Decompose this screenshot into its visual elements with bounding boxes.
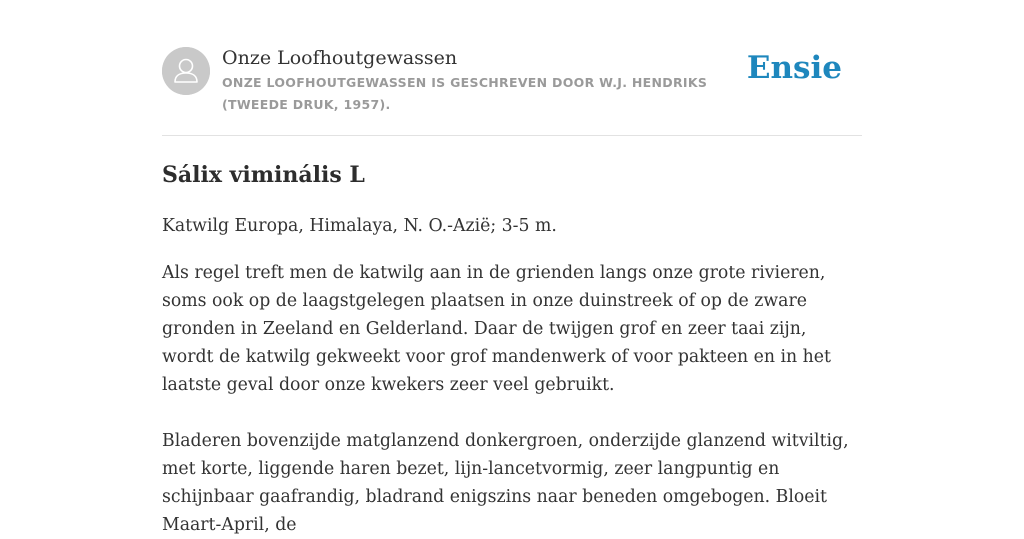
book-subtitle: ONZE LOOFHOUTGEWASSEN IS GESCHREVEN DOOR W.J. HENDRIKS (TWEEDE DRUK, 1957). — [222, 75, 708, 112]
entry-paragraph: Als regel treft men de katwilg aan in de grienden langs onze grote rivieren, soms ook op de laagstgelegen plaatsen in onze duinstreek of op de zware gronden in Zeeland en Gelderland. Daar de twijgen grof en zeer taai zijn, wordt de katwilg gekweekt voor grof mandenwerk of voor pakteen en in het laatste geval door onze kwekers zeer veel gebruikt. — [162, 263, 831, 395]
content-container — [162, 0, 862, 535]
entry-paragraph: Bladeren bovenzijde matglanzend donkergroen, onderzijde glanzend witviltig, met korte, liggende haren bezet, lijn-lancetvormig, zeer langpuntig en schijnbaar gaafrandig, bladrand enigszins naar beneden omgebogen. Bloeit Maart-April, de — [162, 431, 849, 535]
user-avatar-icon[interactable] — [162, 47, 210, 95]
book-title[interactable]: Onze Loofhoutgewassen — [222, 47, 458, 69]
entry-title: Sálix viminális L — [162, 162, 365, 188]
header-text — [222, 44, 752, 116]
person-icon — [162, 47, 210, 95]
brand-logo[interactable]: Ensie — [746, 50, 842, 86]
entry-paragraph: Katwilg Europa, Himalaya, N. O.-Azië; 3-5 m. — [162, 216, 557, 236]
header — [162, 0, 862, 136]
